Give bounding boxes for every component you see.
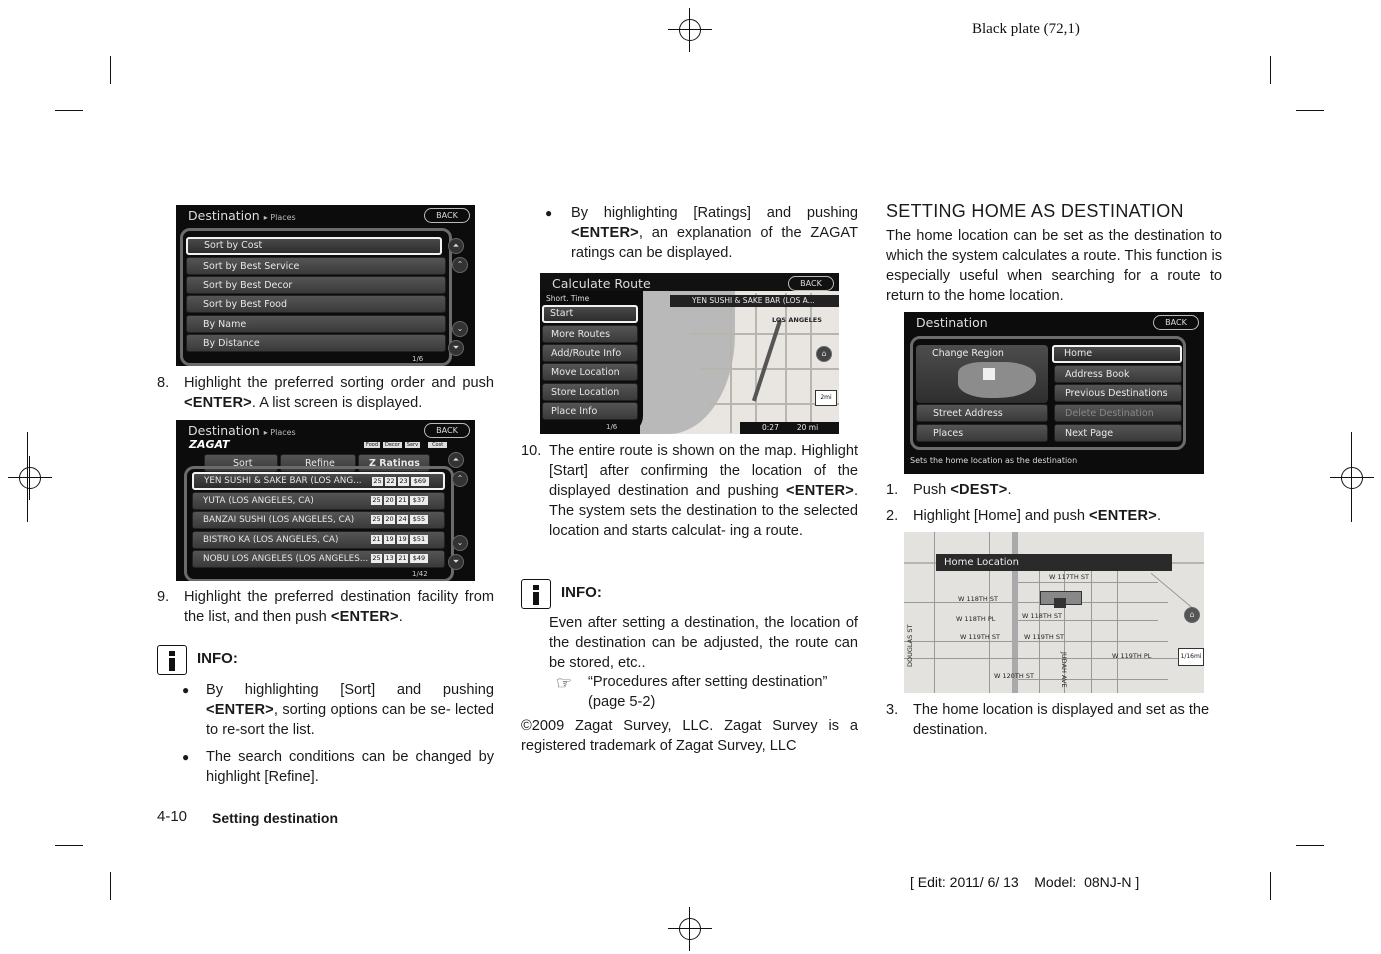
rating-badge: 25 xyxy=(373,477,382,485)
crop-mark xyxy=(55,845,83,846)
map-street xyxy=(1091,562,1092,693)
map-street xyxy=(904,641,1012,642)
home-location-label: Home Location xyxy=(936,554,1172,571)
registration-line xyxy=(27,432,28,522)
rating-badge: $49 xyxy=(410,554,428,563)
next-page-button[interactable]: Next Page xyxy=(1054,424,1182,442)
registration-mark xyxy=(1330,456,1374,500)
rating-badge: $37 xyxy=(410,496,428,505)
map-road xyxy=(785,293,787,433)
map-road xyxy=(810,293,812,433)
map-street xyxy=(1117,562,1118,693)
status-text: Sets the home location as the destination xyxy=(910,456,1078,465)
rating-badge: 20 xyxy=(385,496,394,504)
scroll-down-icon[interactable]: ⌄ xyxy=(452,321,468,337)
restaurant-row[interactable] xyxy=(192,511,445,529)
map-street xyxy=(934,532,935,693)
step-2-text: Highlight [Home] and push <ENTER>. xyxy=(913,508,1162,524)
step-3-text: The home location is displayed and set as the destination. xyxy=(913,702,1210,738)
step-number: 8. xyxy=(157,375,170,391)
crop-mark xyxy=(1270,872,1271,900)
back-button[interactable]: BACK xyxy=(1153,315,1199,330)
restaurant-name: YEN SUSHI & SAKE BAR (LOS ANG... xyxy=(204,476,362,486)
registration-mark xyxy=(8,456,52,500)
reference-icon: ☞ xyxy=(556,673,573,693)
rating-badge: 13 xyxy=(385,554,394,562)
edit-info: [ Edit: 2011/ 6/ 13 Model: 08NJ-N ] xyxy=(910,874,1140,890)
list-item[interactable]: Sort by Best Service xyxy=(186,257,446,275)
scroll-top-icon[interactable]: ⏶ xyxy=(448,452,464,468)
section-heading: SETTING HOME AS DESTINATION xyxy=(886,201,1184,221)
info-bullet-sort: By highlighting [Sort] and pushing <ENTER>, sorting options can be se- lected to re-sort the list. xyxy=(206,682,494,738)
reference-link[interactable]: “Procedures after setting destination” (page 5-2) xyxy=(588,674,828,710)
rating-badge: 21 xyxy=(398,554,407,562)
map-street xyxy=(904,658,1204,659)
rating-badge: 19 xyxy=(385,535,394,543)
info-icon xyxy=(157,645,187,675)
rating-badge: 24 xyxy=(398,515,407,523)
rating-badge: 19 xyxy=(398,535,407,543)
page-indicator: 1/6 xyxy=(606,423,618,431)
rating-badge: $55 xyxy=(410,515,428,524)
zagat-logo: ZAGAT xyxy=(189,438,230,451)
home-button[interactable]: Home xyxy=(1052,345,1182,363)
registration-mark xyxy=(668,8,712,52)
scroll-down-icon[interactable]: ⌄ xyxy=(452,535,468,551)
screenshot-calculate-route xyxy=(540,273,839,434)
route-mode: Short. Time xyxy=(546,294,590,303)
screenshot-destination-menu xyxy=(904,312,1204,474)
crop-mark xyxy=(1270,56,1271,84)
back-button[interactable]: BACK xyxy=(424,208,470,223)
street-label: W 119TH ST xyxy=(960,633,1000,641)
scroll-top-icon[interactable]: ⏶ xyxy=(448,238,464,254)
back-button[interactable]: BACK xyxy=(788,276,834,291)
info-label: INFO: xyxy=(197,650,238,667)
scroll-bottom-icon[interactable]: ⏷ xyxy=(448,340,464,356)
screen-title: Destination ▸ Places xyxy=(188,208,296,223)
map-scale: 2mi xyxy=(815,390,837,406)
scroll-bottom-icon[interactable]: ⏷ xyxy=(448,554,464,570)
map-street xyxy=(1018,679,1168,680)
step-10-text: The entire route is shown on the map. Highlight [Start] after confirming the location of the displayed destination and pushing <ENTER>. The system sets the destination to the selected location and starts calculat- ing a route. xyxy=(549,443,858,539)
zoom-icon[interactable]: ⌂ xyxy=(1184,607,1200,623)
rating-badge: 25 xyxy=(372,496,381,504)
step-9-text: Highlight the preferred destination facility from the list, and then push <ENTER>. xyxy=(184,589,494,625)
list-item[interactable]: Sort by Cost xyxy=(186,237,442,255)
list-item[interactable]: By Name xyxy=(186,315,446,333)
restaurant-name: BANZAI SUSHI (LOS ANGELES, CA) xyxy=(203,515,355,525)
restaurant-row[interactable] xyxy=(192,550,445,568)
info-icon xyxy=(521,579,551,609)
street-label: W 120TH ST xyxy=(994,672,1034,680)
section-name: Setting destination xyxy=(212,810,338,826)
change-region-button[interactable] xyxy=(916,345,1048,403)
rating-badge: 25 xyxy=(372,554,381,562)
bullet-icon: ● xyxy=(182,750,190,764)
places-button[interactable]: Places xyxy=(916,424,1048,442)
destination-bar: YEN SUSHI & SAKE BAR (LOS A... xyxy=(670,295,839,307)
back-button[interactable]: BACK xyxy=(424,423,470,438)
bullet-icon: ● xyxy=(182,683,190,697)
registration-mark xyxy=(668,907,712,951)
route-summary: 0:27 20 mi xyxy=(740,422,839,434)
step-number: 2. xyxy=(886,508,899,524)
page-number: 4-10 xyxy=(157,808,188,825)
info-text: Even after setting a destination, the location of the destination can be adjusted, the route can be stored, etc.. xyxy=(549,615,858,671)
map-road xyxy=(700,368,839,370)
menu-item[interactable]: Add/Route Info xyxy=(542,344,638,362)
restaurant-row[interactable] xyxy=(192,531,445,549)
list-item[interactable]: Sort by Best Food xyxy=(186,295,446,313)
rating-badge: $51 xyxy=(410,535,428,544)
info-bullet-refine: The search conditions can be changed by highlight [Refine]. xyxy=(206,749,494,785)
step-number: 10. xyxy=(521,443,542,459)
step-number: 1. xyxy=(886,482,899,498)
menu-item[interactable]: Move Location xyxy=(542,363,638,381)
step-8-text: Highlight the preferred sorting order and push <ENTER>. A list screen is displayed. xyxy=(184,375,494,411)
screenshot-zagat-list xyxy=(176,420,475,581)
map-road xyxy=(730,293,732,433)
street-label: W 119TH PL xyxy=(1112,652,1152,660)
street-label: W 117TH ST xyxy=(1049,573,1089,581)
screen-title: Calculate Route xyxy=(552,276,651,291)
vehicle-icon xyxy=(1054,598,1066,608)
menu-start[interactable]: Start xyxy=(542,305,638,323)
screen-title: Destination ▸ Places xyxy=(188,423,296,438)
rating-badge: 21 xyxy=(372,535,381,543)
restaurant-row[interactable] xyxy=(192,492,445,510)
street-label: W 118TH ST xyxy=(958,595,998,603)
list-item[interactable]: Sort by Best Decor xyxy=(186,276,446,294)
zoom-icon[interactable]: ⌂ xyxy=(816,346,832,362)
map-road xyxy=(690,333,839,335)
refine-tab[interactable]: Refine xyxy=(280,454,356,472)
crop-mark xyxy=(55,110,83,111)
menu-item[interactable]: Place Info xyxy=(542,402,638,420)
step-number: 3. xyxy=(886,702,899,718)
registration-line xyxy=(1351,432,1352,522)
screenshot-home-location-map xyxy=(904,532,1204,693)
menu-item[interactable]: Store Location xyxy=(542,383,638,401)
rating-badge: 20 xyxy=(385,515,394,523)
rating-badge: 21 xyxy=(398,496,407,504)
step-1-text: Push <DEST>. xyxy=(913,482,1012,498)
step-number: 9. xyxy=(157,589,170,605)
scroll-up-icon[interactable]: ⌃ xyxy=(452,471,468,487)
plate-label: Black plate (72,1) xyxy=(972,21,1080,37)
change-region-label: Change Region xyxy=(932,348,1004,359)
selected-region xyxy=(983,368,995,380)
rating-badge: $69 xyxy=(411,477,429,486)
street-address-button[interactable]: Street Address xyxy=(916,404,1048,422)
screen-title: Destination xyxy=(916,315,988,330)
address-book-button[interactable]: Address Book xyxy=(1054,365,1182,383)
restaurant-row[interactable] xyxy=(192,472,445,490)
map-street xyxy=(1039,562,1040,693)
info-bullet-ratings: By highlighting [Ratings] and pushing <ENTER>, an explanation of the ZAGAT ratings can be displayed. xyxy=(571,205,858,261)
ratings-tab[interactable]: Z Ratings xyxy=(358,454,430,472)
mini-tabs: Food Decor Serv Cost xyxy=(364,442,447,448)
page-indicator: 1/42 xyxy=(412,570,428,578)
crop-mark xyxy=(110,56,111,84)
crop-mark xyxy=(1296,845,1324,846)
street-label: JUDAH AVE xyxy=(1060,652,1068,688)
screenshot-sort-options xyxy=(176,205,475,366)
rating-badge: 23 xyxy=(399,477,408,485)
street-label: W 118TH ST xyxy=(1022,612,1062,620)
scroll-up-icon[interactable]: ⌃ xyxy=(452,257,468,273)
restaurant-name: BISTRO KA (LOS ANGELES, CA) xyxy=(203,535,339,545)
page-indicator: 1/6 xyxy=(412,355,424,363)
map-street xyxy=(1018,641,1168,642)
info-label: INFO: xyxy=(561,584,602,601)
bullet-icon: ● xyxy=(545,206,553,220)
restaurant-name: YUTA (LOS ANGELES, CA) xyxy=(203,496,314,506)
region-map-icon xyxy=(958,362,1036,398)
city-label: LOS ANGELES xyxy=(772,316,822,324)
map-road xyxy=(755,293,757,433)
intro-text: The home location can be set as the destination to which the system calculates a route. This function is especially useful when searching for a route to return to the home location. xyxy=(886,228,1222,304)
street-label: DOUGLAS ST xyxy=(906,624,914,667)
crop-mark xyxy=(110,872,111,900)
sort-tab[interactable]: Sort xyxy=(204,454,278,472)
copyright: ©2009 Zagat Survey, LLC. Zagat Survey is a registered trademark of Zagat Survey, LLC xyxy=(521,718,858,754)
delete-destination-button[interactable]: Delete Destination xyxy=(1054,404,1182,422)
menu-item[interactable]: More Routes xyxy=(542,325,638,343)
restaurant-name: NOBU LOS ANGELES (LOS ANGELES... xyxy=(203,554,369,564)
rating-badge: 25 xyxy=(372,515,381,523)
list-item[interactable]: By Distance xyxy=(186,334,446,352)
rating-badge: 22 xyxy=(386,477,395,485)
crop-mark xyxy=(1296,110,1324,111)
previous-destinations-button[interactable]: Previous Destinations xyxy=(1054,384,1182,402)
street-label: W 118TH PL xyxy=(956,615,996,623)
street-label: W 119TH ST xyxy=(1024,633,1064,641)
map-scale: 1/16mi xyxy=(1178,648,1204,666)
